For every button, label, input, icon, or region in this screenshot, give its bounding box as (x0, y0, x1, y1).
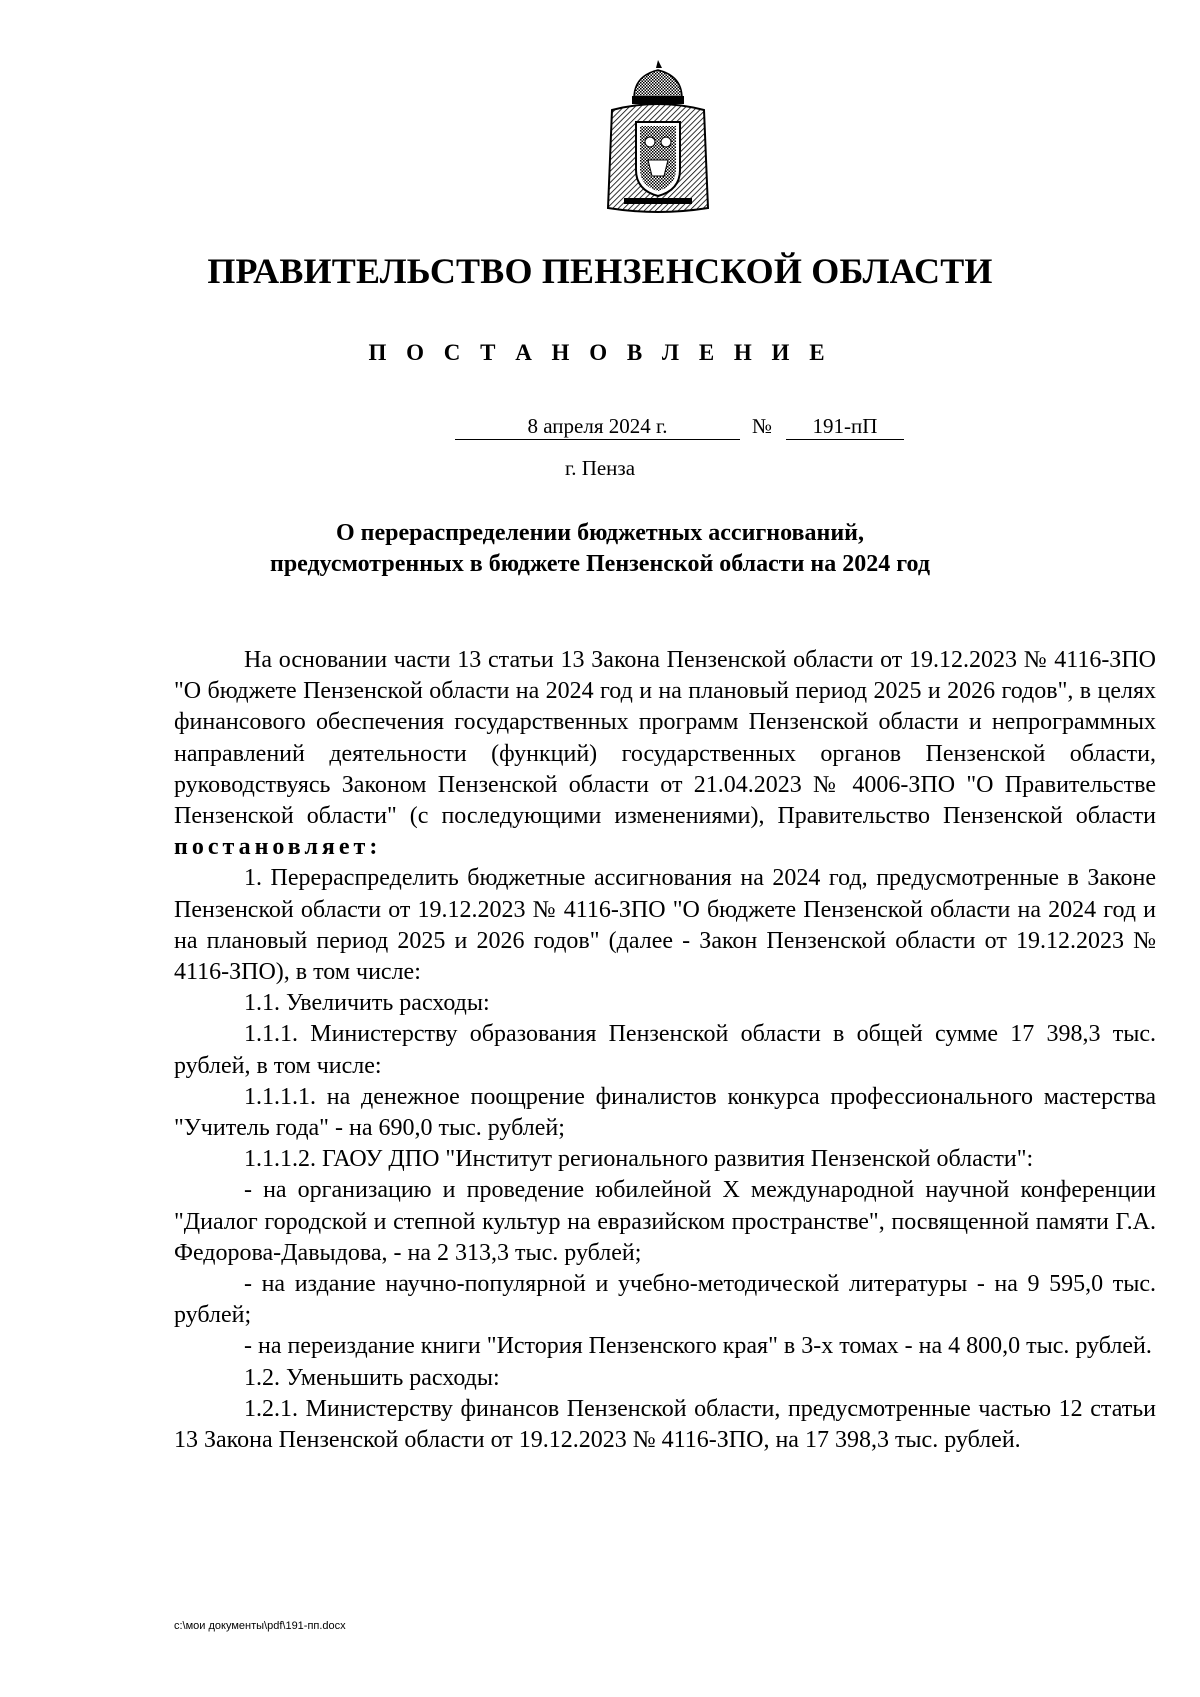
government-title: ПРАВИТЕЛЬСТВО ПЕНЗЕНСКОЙ ОБЛАСТИ (207, 251, 993, 291)
paragraph-1-1-1-2: 1.1.1.2. ГАОУ ДПО "Институт регионального развития Пензенской области": (244, 1146, 1034, 1173)
paragraph-1-2: 1.2. Уменьшить расходы: (244, 1364, 500, 1391)
preamble-paragraph (174, 645, 1156, 863)
decree-number: 191-пП (786, 413, 904, 440)
penza-coat-of-arms-icon (604, 58, 712, 216)
dash-item-3: - на переиздание книги "История Пензенского края" в 3-х томах - на 4 800,0 тыс. рублей. (244, 1333, 1152, 1360)
preamble-text: На основании части 13 статьи 13 Закона Пензенской области от 19.12.2023 № 4116-ЗПО "О бюджете Пензенской области на 2024 год и на плановый период 2025 и 2026 годов", в целях финансового обеспечения государственных программ Пензенской области и непрограммных направлений деятельности (функций) государственных органов Пензенской области, руководствуясь Законом Пензенской области от 21.04.2023 № 4006-ЗПО "О Правительстве Пензенской области" (с последующими изменениями), Правительство Пензенской области (174, 647, 1156, 830)
dash-item-2: - на издание научно-популярной и учебно-методической литературы - на 9 595,0 тыс. рублей; (174, 1271, 1156, 1329)
subject-line-2: предусмотренных в бюджете Пензенской области на 2024 год (270, 551, 930, 577)
paragraph-1-1-1: 1.1.1. Министерству образования Пензенской области в общей сумме 17 398,3 тыс. рублей, в том числе: (174, 1021, 1156, 1079)
document-type: П О С Т А Н О В Л Е Н И Е (368, 340, 832, 365)
date-number-row (0, 413, 1200, 445)
decree-word: постановляет: (174, 834, 382, 861)
decree-date: 8 апреля 2024 г. (455, 413, 740, 440)
paragraph-1-1: 1.1. Увеличить расходы: (244, 990, 490, 1017)
dash-item-1: - на организацию и проведение юбилейной X международной научной конференции "Диалог городской и степной культур на евразийском пространстве", посвященной памяти Г.А. Федорова-Давыдова, - на 2 313,3 тыс. рублей; (174, 1177, 1156, 1266)
city: г. Пенза (564, 456, 636, 480)
paragraph-1: 1. Перераспределить бюджетные ассигнования на 2024 год, предусмотренные в Законе Пензенской области от 19.12.2023 № 4116-ЗПО "О бюджете Пензенской области на 2024 год и на плановый период 2025 и 2026 годов" (далее - Закон Пензенской области от 19.12.2023 № 4116-ЗПО), в том числе: (174, 865, 1156, 986)
decree-body (174, 645, 1156, 1456)
paragraph-1-2-1: 1.2.1. Министерству финансов Пензенской области, предусмотренные частью 12 статьи 13 Закона Пензенской области от 19.12.2023 № 4116-ЗПО, на 17 398,3 тыс. рублей. (174, 1395, 1156, 1454)
paragraph-1-1-1-1: 1.1.1.1. на денежное поощрение финалистов конкурса профессионального мастерства "Учитель года" - на 690,0 тыс. рублей; (174, 1083, 1156, 1142)
decree-subject (0, 518, 1200, 580)
number-sign: № (752, 414, 773, 438)
subject-line-1: О перераспределении бюджетных ассигнований, (336, 520, 864, 546)
file-path-footer: c:\мои документы\pdf\191-пп.docx (174, 1620, 346, 1632)
